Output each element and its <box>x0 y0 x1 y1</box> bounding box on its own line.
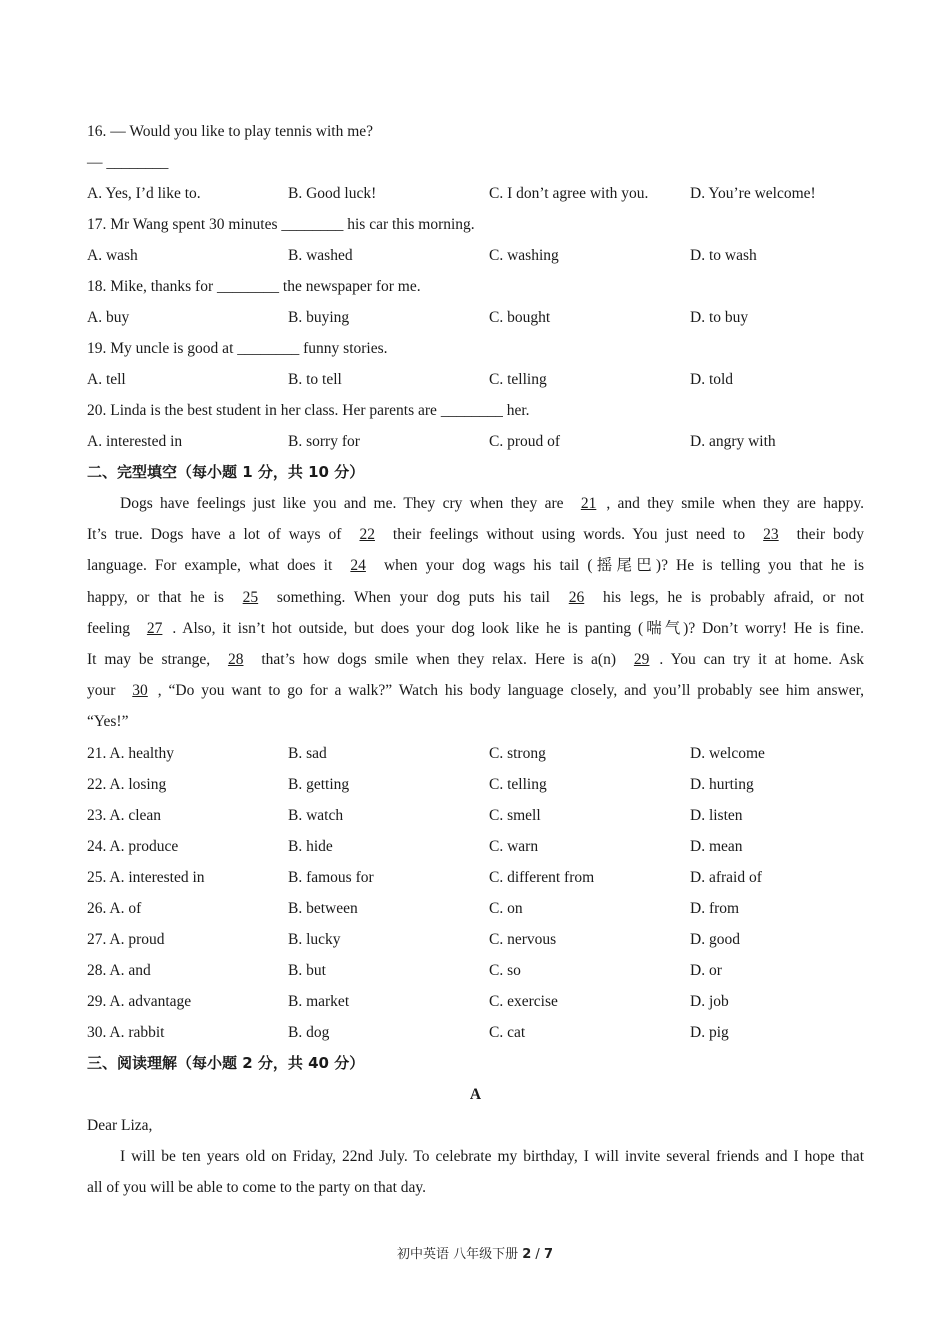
passage-text: their body <box>788 526 865 544</box>
footer-page-number: 2 <box>522 1247 532 1262</box>
cloze-blank: 25 <box>242 588 259 606</box>
option: B. to tell <box>288 371 342 388</box>
option-row <box>87 738 864 769</box>
option-row <box>87 800 864 831</box>
passage-text: that’s how dogs smile when they relax. Here is a(n) <box>253 650 624 668</box>
option-row <box>87 178 864 209</box>
passage-label: A <box>469 1085 482 1103</box>
option: B. Good luck! <box>288 185 377 202</box>
option: D. listen <box>690 806 743 824</box>
option: 24. A. produce <box>87 837 179 855</box>
cloze-passage <box>87 488 864 738</box>
option: B. between <box>288 899 358 917</box>
exam-page <box>87 116 864 1203</box>
passage-text: Dogs have feelings just like you and me. They cry when they are <box>120 495 571 512</box>
option: C. washing <box>489 247 559 264</box>
option-row <box>87 769 864 800</box>
passage-text: feeling <box>87 619 137 637</box>
cloze-blank: 26 <box>568 588 585 606</box>
cloze-blank: 24 <box>350 557 366 575</box>
option: A. buy <box>87 309 130 326</box>
passage-text: , and they smile when they are happy. <box>606 495 864 512</box>
option-row <box>87 924 864 955</box>
cloze-options <box>87 738 864 1048</box>
reading-paragraph <box>87 1141 864 1203</box>
option: B. sorry for <box>288 433 360 450</box>
cloze-blank: 22 <box>359 526 375 544</box>
cloze-blank: 23 <box>763 526 779 544</box>
option: B. watch <box>288 806 344 824</box>
option: D. pig <box>690 1023 729 1041</box>
option: B. dog <box>288 1023 330 1041</box>
option-row <box>87 240 864 271</box>
passage-text: , “Do you want to go for a walk?” Watch his body language closely, and you’ll probably see him answer, <box>157 682 864 700</box>
option: A. tell <box>87 371 126 388</box>
option: C. exercise <box>489 992 558 1010</box>
option: C. I don’t agree with you. <box>489 185 649 202</box>
option: C. warn <box>489 837 539 855</box>
option: C. nervous <box>489 930 557 948</box>
option-row <box>87 302 864 333</box>
option: B. lucky <box>288 930 341 948</box>
option: C. different from <box>489 868 595 886</box>
option: D. afraid of <box>690 868 762 886</box>
passage-text: . Also, it isn’t hot outside, but does your dog look like he is panting (喘气)? Don’t worry! He is fine. <box>172 619 864 637</box>
passage-text: something. When your dog puts his tail <box>268 588 559 606</box>
footer-page-total: 7 <box>543 1247 553 1262</box>
option-row <box>87 862 864 893</box>
option: B. getting <box>288 775 350 793</box>
question-stem: 20. Linda is the best student in her class. Her parents are ________ her. <box>87 402 530 419</box>
passage-line <box>87 519 864 550</box>
option: 22. A. losing <box>87 775 167 793</box>
option-row <box>87 955 864 986</box>
option: D. from <box>690 899 740 917</box>
option: C. bought <box>489 309 551 326</box>
option-row <box>87 426 864 457</box>
passage-text: his legs, he is probably afraid, or not <box>594 588 865 606</box>
option-row <box>87 893 864 924</box>
option: D. to buy <box>690 309 749 326</box>
option: D. to wash <box>690 247 757 264</box>
passage-line <box>87 613 864 644</box>
option: 28. A. and <box>87 961 151 979</box>
option: B. famous for <box>288 868 374 886</box>
footer-separator: / <box>531 1247 544 1262</box>
question-stem: 17. Mr Wang spent 30 minutes ________ his car this morning. <box>87 216 475 233</box>
cloze-blank: 27 <box>146 619 163 637</box>
option: B. buying <box>288 309 350 326</box>
passage-text: . You can try it at home. Ask <box>659 650 864 668</box>
question-stem: 19. My uncle is good at ________ funny stories. <box>87 340 388 357</box>
page-footer <box>0 1243 950 1262</box>
option: A. interested in <box>87 433 183 450</box>
option-row <box>87 364 864 395</box>
option: 26. A. of <box>87 899 142 917</box>
option: C. strong <box>489 744 546 762</box>
cloze-blank: 28 <box>227 650 244 668</box>
question-stem: 16. — Would you like to play tennis with me? <box>87 123 374 140</box>
option-row <box>87 1017 864 1048</box>
paragraph-line: all of you will be able to come to the party on that day. <box>87 1178 427 1196</box>
option: D. hurting <box>690 775 754 793</box>
option: C. proud of <box>489 433 561 450</box>
cloze-blank: 30 <box>132 682 148 700</box>
cloze-blank: 29 <box>633 650 650 668</box>
passage-line <box>87 675 864 706</box>
passage-text: their feelings without using words. You just need to <box>384 526 754 544</box>
footer-subject: 初中英语 八年级下册 <box>396 1247 523 1262</box>
option: 25. A. interested in <box>87 868 205 886</box>
option: A. wash <box>87 247 138 264</box>
option-row <box>87 986 864 1017</box>
passage-text: It may be strange, <box>87 650 218 668</box>
option: 27. A. proud <box>87 930 165 948</box>
option: B. hide <box>288 837 333 855</box>
option: D. told <box>690 371 734 388</box>
passage-text: “Yes!” <box>87 713 129 731</box>
section-title: 二、完型填空（每小题 1 分，共 10 分） <box>87 463 365 481</box>
passage-line <box>87 644 864 675</box>
option: B. market <box>288 992 350 1010</box>
paragraph-line: I will be ten years old on Friday, 22nd July. To celebrate my birthday, I will invite several friends and I hope that <box>120 1147 864 1165</box>
option: 23. A. clean <box>87 806 162 824</box>
option: 21. A. healthy <box>87 744 174 762</box>
question-answer-blank: — ________ <box>87 154 169 171</box>
option: B. sad <box>288 744 327 762</box>
option: D. job <box>690 992 729 1010</box>
passage-line <box>87 488 864 519</box>
option: B. but <box>288 961 326 979</box>
option: C. telling <box>489 371 547 388</box>
option: D. You’re welcome! <box>690 185 816 202</box>
option: 29. A. advantage <box>87 992 192 1010</box>
option: C. cat <box>489 1023 526 1041</box>
passage-text: happy, or that he is <box>87 588 233 606</box>
option: B. washed <box>288 247 353 264</box>
option: C. telling <box>489 775 547 793</box>
option: D. angry with <box>690 433 776 450</box>
cloze-blank: 21 <box>580 495 597 512</box>
passage-line <box>87 550 864 581</box>
passage-text: when your dog wags his tail (摇尾巴)? He is telling you that he is <box>375 557 864 575</box>
letter-greeting: Dear Liza, <box>87 1116 153 1134</box>
passage-line <box>87 706 864 737</box>
passage-line <box>87 582 864 613</box>
option: D. or <box>690 961 722 979</box>
option: A. Yes, I’d like to. <box>87 185 201 202</box>
option: C. on <box>489 899 523 917</box>
question-stem: 18. Mike, thanks for ________ the newspaper for me. <box>87 278 421 295</box>
passage-text: It’s true. Dogs have a lot of ways of <box>87 526 350 544</box>
option: 30. A. rabbit <box>87 1023 165 1041</box>
option: C. smell <box>489 806 541 824</box>
passage-text: language. For example, what does it <box>87 557 341 575</box>
option: D. good <box>690 930 740 948</box>
option: C. so <box>489 961 521 979</box>
option: D. mean <box>690 837 743 855</box>
option-row <box>87 831 864 862</box>
passage-text: your <box>87 682 123 700</box>
option: D. welcome <box>690 744 765 762</box>
section-title: 三、阅读理解（每小题 2 分，共 40 分） <box>87 1053 365 1072</box>
